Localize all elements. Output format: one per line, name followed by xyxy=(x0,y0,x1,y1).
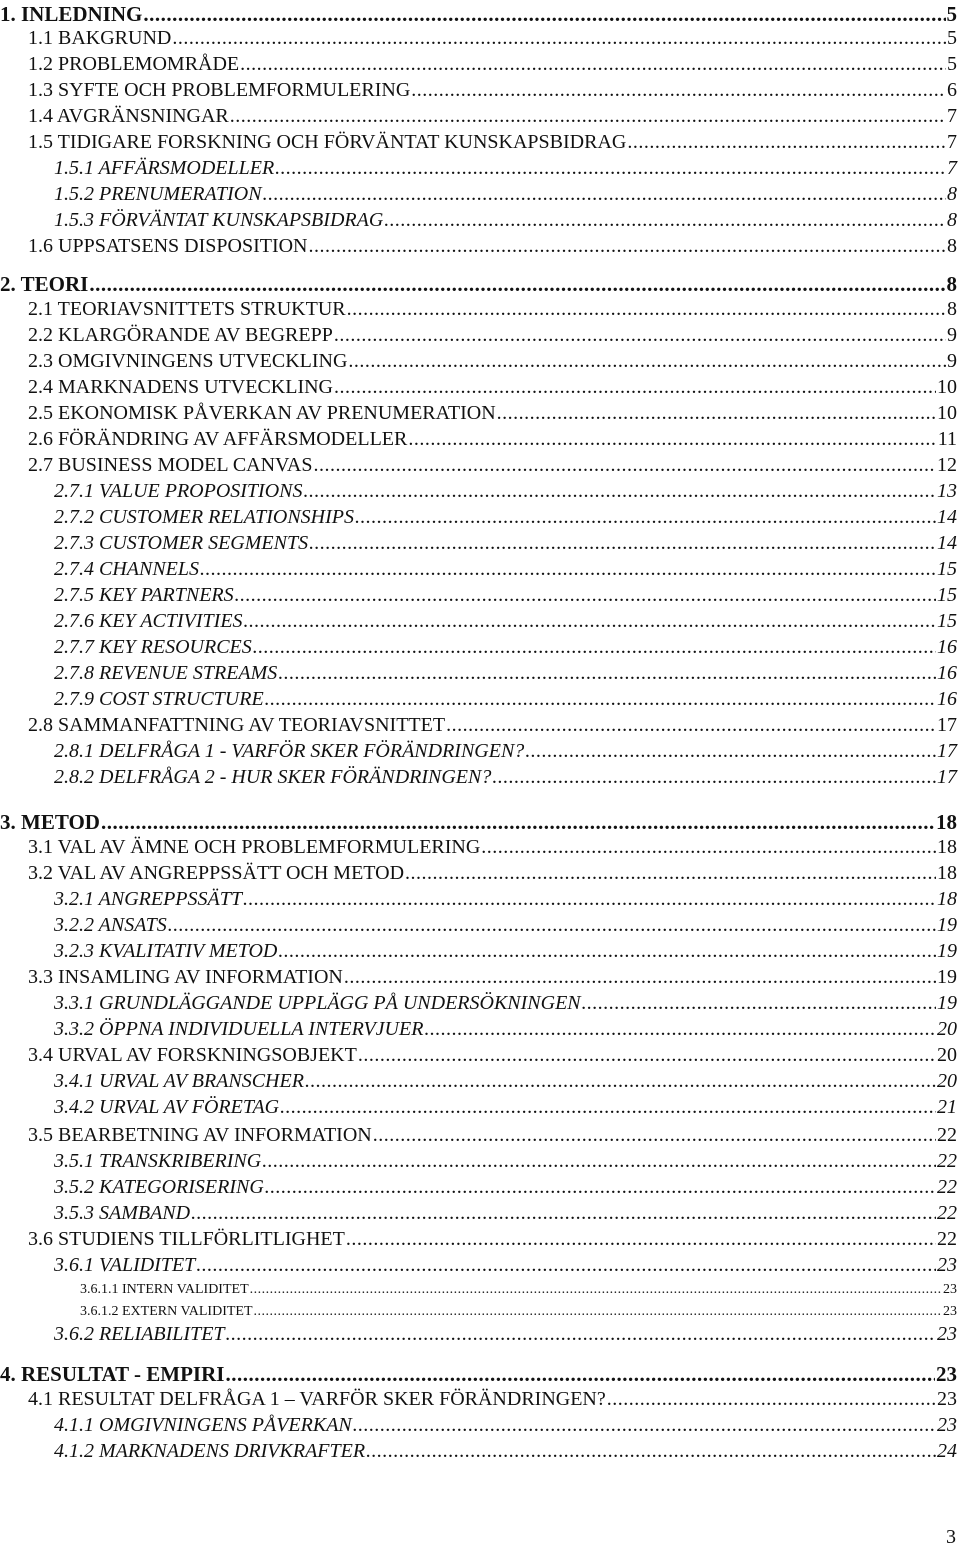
toc-leader-dots xyxy=(254,1304,942,1320)
toc-entry-title: 2. TEORI xyxy=(0,272,89,296)
toc-entry-page: 8 xyxy=(947,209,957,231)
toc-leader-dots xyxy=(225,1362,935,1387)
toc-leader-dots xyxy=(309,532,936,555)
toc-entry xyxy=(0,940,957,963)
toc-entry-page: 19 xyxy=(937,940,957,962)
toc-leader-dots xyxy=(230,105,946,128)
toc-entry-title: 2.6 FÖRÄNDRING AV AFFÄRSMODELLER xyxy=(28,428,408,450)
toc-leader-dots xyxy=(265,688,936,711)
toc-entry-page: 8 xyxy=(947,183,957,205)
toc-entry xyxy=(0,1282,957,1298)
toc-entry xyxy=(0,105,957,128)
toc-entry-page: 24 xyxy=(937,1440,957,1462)
toc-entry-title: 2.7.2 CUSTOMER RELATIONSHIPS xyxy=(54,506,354,528)
toc-leader-dots xyxy=(446,714,936,737)
toc-entry-title: 4.1.2 MARKNADENS DRIVKRAFTER xyxy=(54,1440,366,1462)
toc-entry xyxy=(0,402,957,425)
toc-entry xyxy=(0,1323,957,1346)
toc-leader-dots xyxy=(226,1323,936,1346)
toc-entry-page: 23 xyxy=(937,1323,957,1345)
toc-leader-dots xyxy=(492,766,936,789)
toc-entry xyxy=(0,1362,957,1387)
toc-entry xyxy=(0,272,957,297)
toc-entry-title: 3.5.3 SAMBAND xyxy=(54,1202,191,1224)
toc-entry-page: 13 xyxy=(937,480,957,502)
toc-leader-dots xyxy=(196,1254,936,1277)
toc-entry xyxy=(0,454,957,477)
toc-entry-page: 22 xyxy=(937,1150,957,1172)
toc-entry-title: 3.6 STUDIENS TILLFÖRLITLIGHET xyxy=(28,1228,345,1250)
toc-entry xyxy=(0,766,957,789)
toc-entry xyxy=(0,298,957,321)
toc-entry-title: 3.6.1.2 EXTERN VALIDITET xyxy=(80,1304,253,1319)
toc-entry-page: 23 xyxy=(943,1282,957,1297)
toc-entry xyxy=(0,662,957,685)
toc-entry-page: 19 xyxy=(937,992,957,1014)
toc-entry-page: 18 xyxy=(937,888,957,910)
toc-entry xyxy=(0,376,957,399)
toc-leader-dots xyxy=(168,914,936,937)
toc-entry-title: 2.7 BUSINESS MODEL CANVAS xyxy=(28,454,313,476)
toc-entry-page: 8 xyxy=(946,272,957,296)
toc-leader-dots xyxy=(411,79,946,102)
toc-entry-page: 7 xyxy=(947,131,957,153)
toc-entry-title: 2.8.2 DELFRÅGA 2 - HUR SKER FÖRÄNDRINGEN? xyxy=(54,766,492,788)
toc-entry xyxy=(0,836,957,859)
toc-entry-page: 20 xyxy=(937,1070,957,1092)
toc-entry-title: 2.8.1 DELFRÅGA 1 - VARFÖR SKER FÖRÄNDRINGEN? xyxy=(54,740,525,762)
toc-entry xyxy=(0,79,957,102)
toc-leader-dots xyxy=(314,454,937,477)
toc-leader-dots xyxy=(235,584,936,607)
toc-leader-dots xyxy=(497,402,936,425)
toc-leader-dots xyxy=(240,53,946,76)
toc-entry-page: 18 xyxy=(937,836,957,858)
toc-entry xyxy=(0,53,957,76)
toc-entry xyxy=(0,183,957,206)
toc-leader-dots xyxy=(244,610,936,633)
toc-entry-title: 2.7.1 VALUE PROPOSITIONS xyxy=(54,480,303,502)
toc-entry-title: 3.2.2 ANSATS xyxy=(54,914,167,936)
toc-entry xyxy=(0,914,957,937)
toc-entry xyxy=(0,610,957,633)
toc-entry-title: 3.5.1 TRANSKRIBERING xyxy=(54,1150,262,1172)
toc-entry-title: 2.7.3 CUSTOMER SEGMENTS xyxy=(54,532,309,554)
toc-leader-dots xyxy=(424,1018,936,1041)
toc-entry-title: 3.4 URVAL AV FORSKNINGSOBJEKT xyxy=(28,1044,357,1066)
toc-entry-page: 17 xyxy=(937,740,957,762)
toc-entry-title: 2.1 TEORIAVSNITTETS STRUKTUR xyxy=(28,298,346,320)
toc-leader-dots xyxy=(353,1414,936,1437)
toc-entry xyxy=(0,966,957,989)
toc-entry xyxy=(0,350,957,373)
toc-entry-page: 19 xyxy=(937,966,957,988)
page-number: 3 xyxy=(946,1526,956,1548)
toc-entry-page: 23 xyxy=(943,1304,957,1319)
toc-entry xyxy=(0,558,957,581)
toc-entry xyxy=(0,209,957,232)
toc-entry-title: 3.6.2 RELIABILITET xyxy=(54,1323,225,1345)
toc-entry-title: 4.1 RESULTAT DELFRÅGA 1 – VARFÖR SKER FÖRÄNDRINGEN? xyxy=(28,1388,606,1410)
toc-leader-dots xyxy=(200,558,936,581)
toc-leader-dots xyxy=(408,428,936,451)
toc-entry-title: 2.3 OMGIVNINGENS UTVECKLING xyxy=(28,350,348,372)
toc-entry-page: 16 xyxy=(937,662,957,684)
toc-leader-dots xyxy=(253,636,936,659)
toc-entry-title: 2.4 MARKNADENS UTVECKLING xyxy=(28,376,333,398)
toc-entry xyxy=(0,810,957,835)
toc-entry-title: 2.7.9 COST STRUCTURE xyxy=(54,688,264,710)
toc-entry xyxy=(0,1096,957,1119)
toc-leader-dots xyxy=(143,2,945,27)
toc-entry xyxy=(0,714,957,737)
toc-entry xyxy=(0,1304,957,1320)
toc-entry xyxy=(0,1176,957,1199)
toc-entry-page: 12 xyxy=(937,454,957,476)
toc-entry-title: 3.4.1 URVAL AV BRANSCHER xyxy=(54,1070,304,1092)
toc-entry-page: 23 xyxy=(937,1388,957,1410)
toc-entry-title: 4.1.1 OMGIVNINGENS PÅVERKAN xyxy=(54,1414,352,1436)
toc-entry-title: 2.7.5 KEY PARTNERS xyxy=(54,584,234,606)
toc-leader-dots xyxy=(89,272,945,297)
toc-entry-page: 10 xyxy=(937,376,957,398)
toc-entry xyxy=(0,1388,957,1411)
toc-entry-title: 2.7.8 REVENUE STREAMS xyxy=(54,662,278,684)
toc-entry-page: 17 xyxy=(937,714,957,736)
toc-entry-title: 3.2.3 KVALITATIV METOD xyxy=(54,940,278,962)
toc-entry-page: 20 xyxy=(937,1044,957,1066)
toc-entry-title: 1.1 BAKGRUND xyxy=(28,27,172,49)
toc-leader-dots xyxy=(172,27,946,50)
toc-entry-title: 3.4.2 URVAL AV FÖRETAG xyxy=(54,1096,280,1118)
toc-entry-title: 3.2.1 ANGREPPSSÄTT xyxy=(54,888,242,910)
toc-entry xyxy=(0,584,957,607)
toc-entry-page: 22 xyxy=(937,1202,957,1224)
toc-leader-dots xyxy=(191,1202,936,1225)
toc-entry xyxy=(0,324,957,347)
toc-entry xyxy=(0,480,957,503)
toc-entry-page: 9 xyxy=(947,350,957,372)
toc-leader-dots xyxy=(607,1388,936,1411)
toc-entry xyxy=(0,235,957,258)
toc-leader-dots xyxy=(627,131,946,154)
toc-leader-dots xyxy=(582,992,936,1015)
toc-leader-dots xyxy=(373,1124,936,1147)
toc-entry xyxy=(0,888,957,911)
toc-leader-dots xyxy=(275,157,946,180)
toc-entry-title: 3.2 VAL AV ANGREPPSSÄTT OCH METOD xyxy=(28,862,405,884)
toc-entry-page: 22 xyxy=(937,1228,957,1250)
toc-entry-page: 11 xyxy=(937,428,957,450)
toc-entry xyxy=(0,740,957,763)
toc-entry-title: 2.8 SAMMANFATTNING AV TEORIAVSNITTET xyxy=(28,714,446,736)
toc-entry-page: 15 xyxy=(937,610,957,632)
toc-entry-title: 3.1 VAL AV ÄMNE OCH PROBLEMFORMULERING xyxy=(28,836,481,858)
toc-leader-dots xyxy=(280,1096,936,1119)
toc-leader-dots xyxy=(358,1044,936,1067)
toc-entry xyxy=(0,992,957,1015)
toc-entry-page: 10 xyxy=(937,402,957,424)
toc-leader-dots xyxy=(366,1440,936,1463)
toc-entry-page: 6 xyxy=(947,79,957,101)
toc-entry-title: 2.2 KLARGÖRANDE AV BEGREPP xyxy=(28,324,333,346)
toc-entry xyxy=(0,1018,957,1041)
toc-leader-dots xyxy=(346,1228,936,1251)
toc-leader-dots xyxy=(263,183,946,206)
toc-leader-dots xyxy=(305,1070,936,1093)
toc-entry-title: 3.3.2 ÖPPNA INDIVIDUELLA INTERVJUER xyxy=(54,1018,424,1040)
toc-leader-dots xyxy=(405,862,936,885)
toc-entry xyxy=(0,1202,957,1225)
toc-entry xyxy=(0,1414,957,1437)
toc-entry-page: 20 xyxy=(937,1018,957,1040)
toc-entry-title: 1.5.2 PRENUMERATION xyxy=(54,183,262,205)
toc-leader-dots xyxy=(265,1176,936,1199)
toc-entry-title: 2.7.6 KEY ACTIVITIES xyxy=(54,610,243,632)
toc-entry-title: 3. METOD xyxy=(0,810,100,834)
toc-entry xyxy=(0,1044,957,1067)
toc-leader-dots xyxy=(348,350,946,373)
toc-entry-title: 2.5 EKONOMISK PÅVERKAN AV PRENUMERATION xyxy=(28,402,496,424)
toc-entry-title: 1.2 PROBLEMOMRÅDE xyxy=(28,53,240,75)
toc-entry-page: 18 xyxy=(936,810,957,834)
toc-entry-title: 1.5 TIDIGARE FORSKNING OCH FÖRVÄNTAT KUNSKAPSBIDRAG xyxy=(28,131,627,153)
toc-entry xyxy=(0,1150,957,1173)
toc-entry-page: 16 xyxy=(937,636,957,658)
toc-leader-dots xyxy=(355,506,936,529)
toc-entry-page: 19 xyxy=(937,914,957,936)
toc-entry-page: 7 xyxy=(947,157,957,179)
toc-entry xyxy=(0,131,957,154)
toc-entry-title: 3.5.2 KATEGORISERING xyxy=(54,1176,264,1198)
toc-entry xyxy=(0,2,957,27)
toc-entry-page: 14 xyxy=(937,506,957,528)
toc-entry-title: 3.6.1.1 INTERN VALIDITET xyxy=(80,1282,249,1297)
toc-entry xyxy=(0,1070,957,1093)
toc-entry-page: 9 xyxy=(947,324,957,346)
toc-entry-page: 8 xyxy=(947,298,957,320)
toc-entry-title: 2.7.7 KEY RESOURCES xyxy=(54,636,252,658)
toc-entry xyxy=(0,428,957,451)
toc-entry-title: 3.3 INSAMLING AV INFORMATION xyxy=(28,966,343,988)
toc-leader-dots xyxy=(334,376,936,399)
toc-entry-page: 14 xyxy=(937,532,957,554)
toc-entry-page: 18 xyxy=(937,862,957,884)
toc-entry-title: 3.6.1 VALIDITET xyxy=(54,1254,196,1276)
toc-entry-title: 1.3 SYFTE OCH PROBLEMFORMULERING xyxy=(28,79,411,101)
toc-entry-title: 1.5.3 FÖRVÄNTAT KUNSKAPSBIDRAG xyxy=(54,209,384,231)
toc-entry-page: 22 xyxy=(937,1176,957,1198)
toc-entry-page: 15 xyxy=(937,584,957,606)
toc-entry xyxy=(0,157,957,180)
toc-leader-dots xyxy=(278,940,936,963)
toc-leader-dots xyxy=(262,1150,936,1173)
toc-entry-page: 5 xyxy=(947,53,957,75)
toc-entry-title: 2.7.4 CHANNELS xyxy=(54,558,200,580)
toc-entry xyxy=(0,506,957,529)
toc-leader-dots xyxy=(309,235,946,258)
toc-entry-page: 22 xyxy=(937,1124,957,1146)
toc-entry-page: 8 xyxy=(947,235,957,257)
toc-entry-title: 1.6 UPPSATSENS DISPOSITION xyxy=(28,235,308,257)
toc-leader-dots xyxy=(250,1282,942,1298)
toc-leader-dots xyxy=(101,810,935,835)
toc-entry-title: 1.5.1 AFFÄRSMODELLER xyxy=(54,157,275,179)
toc-leader-dots xyxy=(344,966,936,989)
toc-leader-dots xyxy=(334,324,946,347)
toc-leader-dots xyxy=(481,836,936,859)
toc-leader-dots xyxy=(304,480,937,503)
toc-entry-title: 3.5 BEARBETNING AV INFORMATION xyxy=(28,1124,372,1146)
toc-entry xyxy=(0,636,957,659)
toc-entry-page: 5 xyxy=(946,2,957,26)
toc-entry xyxy=(0,1440,957,1463)
toc-leader-dots xyxy=(243,888,936,911)
toc-entry xyxy=(0,27,957,50)
toc-entry-title: 1. INLEDNING xyxy=(0,2,143,26)
toc-entry xyxy=(0,1124,957,1147)
toc-entry xyxy=(0,1254,957,1277)
toc-entry-page: 16 xyxy=(937,688,957,710)
toc-entry-page: 23 xyxy=(937,1254,957,1276)
toc-entry-page: 15 xyxy=(937,558,957,580)
toc-leader-dots xyxy=(384,209,946,232)
toc-entry-title: 3.3.1 GRUNDLÄGGANDE UPPLÄGG PÅ UNDERSÖKNINGEN xyxy=(54,992,581,1014)
toc-entry xyxy=(0,862,957,885)
toc-entry-page: 5 xyxy=(947,27,957,49)
toc-leader-dots xyxy=(525,740,936,763)
toc-entry-title: 1.4 AVGRÄNSNINGAR xyxy=(28,105,229,127)
toc-entry-title: 4. RESULTAT - EMPIRI xyxy=(0,1362,225,1386)
toc-entry xyxy=(0,688,957,711)
toc-leader-dots xyxy=(278,662,936,685)
toc-entry-page: 23 xyxy=(936,1362,957,1386)
toc-leader-dots xyxy=(347,298,946,321)
toc-entry xyxy=(0,1228,957,1251)
toc-entry-page: 7 xyxy=(947,105,957,127)
toc-entry-page: 17 xyxy=(937,766,957,788)
toc-entry-page: 21 xyxy=(937,1096,957,1118)
toc-entry xyxy=(0,532,957,555)
toc-entry-page: 23 xyxy=(937,1414,957,1436)
